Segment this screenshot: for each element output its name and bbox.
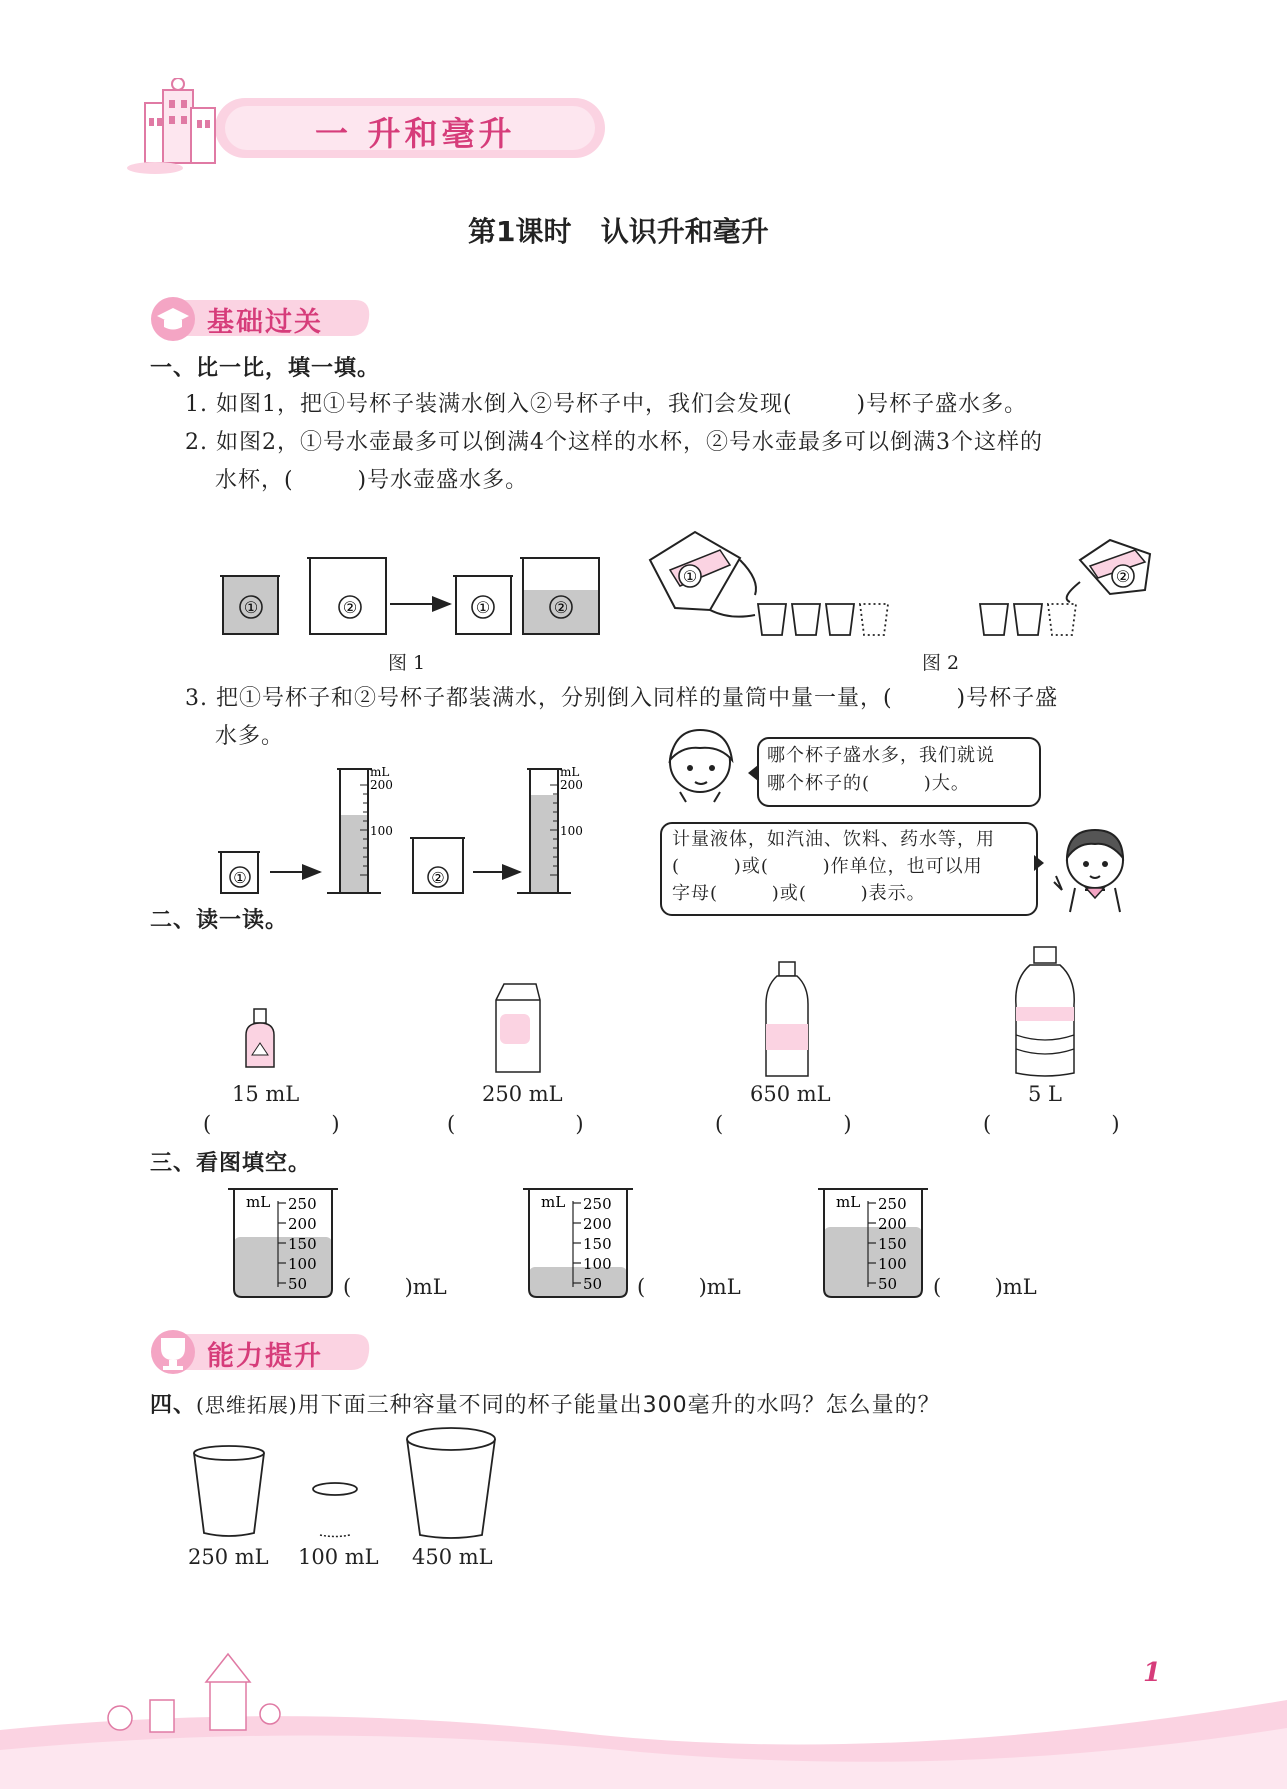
water-fill	[529, 1267, 627, 1297]
bubble-boy-line3: 字母( )或( )表示。	[672, 883, 926, 904]
bubble-girl-line1: 哪个杯子盛水多，我们就说	[767, 745, 995, 766]
eyedrop-bottle-icon	[240, 1005, 280, 1075]
milk-carton-icon	[490, 980, 545, 1075]
kettle-2	[1067, 540, 1150, 602]
q1-item2-line2: 水杯，( )号水壶盛水多。	[215, 468, 529, 493]
svg-text:mL: mL	[560, 765, 580, 779]
drink-bottle-icon	[760, 960, 815, 1080]
unit-label: mL	[246, 1193, 271, 1211]
q3-answer-1[interactable]: ( )mL	[343, 1275, 447, 1299]
tick-label: 200	[583, 1215, 612, 1233]
tick-label: 50	[878, 1275, 898, 1293]
bubble-boy-line2: ( )或( )作单位，也可以用	[672, 856, 983, 877]
tick-label: 50	[288, 1275, 308, 1293]
q4-cups	[190, 1425, 510, 1545]
water-fill	[824, 1227, 922, 1297]
water-fill	[234, 1237, 332, 1297]
tick-label: 150	[288, 1235, 317, 1253]
beaker-2	[523, 1189, 633, 1297]
svg-text:100: 100	[560, 824, 583, 838]
q4-cup-label-1: 250 mL	[188, 1545, 269, 1569]
beaker-1	[228, 1189, 338, 1297]
figure-2	[640, 520, 1160, 640]
tick-label: 100	[583, 1255, 612, 1273]
section-basic-badge	[145, 294, 375, 342]
cups-3	[980, 604, 1076, 635]
cup-1-empty	[453, 576, 513, 634]
q1-heading: 一、比一比，填一填。	[150, 356, 381, 381]
tick-label: 200	[288, 1215, 317, 1233]
svg-text:②: ②	[431, 869, 445, 887]
tick-label: 50	[583, 1275, 603, 1293]
svg-text:200: 200	[370, 778, 393, 792]
q4-cup-label-3: 450 mL	[412, 1545, 493, 1569]
tick-label: 250	[878, 1195, 907, 1213]
svg-text:①: ①	[475, 598, 491, 617]
q1-item3-line1: 3. 把①号杯子和②号杯子都装满水，分别倒入同样的量筒中量一量，( )号杯子盛	[185, 686, 1059, 711]
tick-label: 150	[583, 1235, 612, 1253]
tick-label: 200	[878, 1215, 907, 1233]
unit-label: mL	[541, 1193, 566, 1211]
q3-answer-2[interactable]: ( )mL	[637, 1275, 741, 1299]
q4-tag: (思维拓展)	[196, 1393, 298, 1417]
fig1-caption: 图 1	[388, 652, 426, 674]
q2-blank-2[interactable]: ( )	[447, 1112, 584, 1136]
q2-volume-2: 250 mL	[482, 1082, 563, 1106]
page-number: 1	[1143, 1658, 1162, 1688]
cylinder-1	[327, 765, 393, 893]
q2-blank-3[interactable]: ( )	[715, 1112, 852, 1136]
q2-volume-3: 650 mL	[750, 1082, 831, 1106]
q4-text: 用下面三种容量不同的杯子能量出300毫升的水吗？怎么量的？	[297, 1393, 941, 1418]
unit-title: 一 升和毫升	[315, 114, 516, 153]
q1-item3-line2: 水多。	[215, 724, 285, 749]
cup-250-icon	[194, 1446, 264, 1536]
q4-prefix: 四、	[150, 1393, 197, 1418]
svg-text:mL: mL	[370, 765, 390, 779]
kettle-1	[650, 532, 756, 617]
svg-text:②: ②	[1115, 567, 1131, 586]
q3-answer-3[interactable]: ( )mL	[933, 1275, 1037, 1299]
beaker-3	[818, 1189, 928, 1297]
tick-label: 100	[878, 1255, 907, 1273]
cup-2-partial	[520, 558, 600, 634]
svg-text:②: ②	[342, 598, 358, 617]
q1-item2-line1: 2. 如图2，①号水壶最多可以倒满4个这样的水杯，②号水壶最多可以倒满3个这样的	[185, 430, 1043, 455]
svg-text:100: 100	[370, 824, 393, 838]
cup-2-empty	[307, 558, 387, 634]
tick-label: 250	[288, 1195, 317, 1213]
svg-text:①: ①	[243, 598, 259, 617]
tick-label: 150	[878, 1235, 907, 1253]
svg-text:①: ①	[233, 869, 247, 887]
q2-blank-1[interactable]: ( )	[203, 1112, 340, 1136]
unit-label: mL	[836, 1193, 861, 1211]
cup-100-icon	[313, 1483, 357, 1537]
section-ability-title: 能力提升	[207, 1341, 323, 1372]
cylinder-2	[517, 765, 583, 893]
section-basic-title: 基础过关	[207, 307, 323, 338]
tick-label: 250	[583, 1195, 612, 1213]
cups-4	[758, 604, 888, 635]
lesson-title: 第1课时 认识升和毫升	[468, 215, 769, 248]
q2-heading: 二、读一读。	[150, 908, 289, 933]
cup-1-full	[220, 576, 280, 634]
girl-avatar	[660, 720, 740, 805]
cup-2-medium	[410, 838, 465, 893]
q3-heading: 三、看图填空。	[150, 1151, 312, 1176]
q4-heading	[150, 1386, 941, 1425]
bubble-boy-line1: 计量液体，如汽油、饮料、药水等，用	[672, 829, 995, 850]
q2-blank-4[interactable]: ( )	[983, 1112, 1120, 1136]
figure-1	[210, 550, 605, 640]
footer-wave	[0, 1640, 1287, 1789]
cylinder-figure	[215, 765, 590, 900]
tick-label: 100	[288, 1255, 317, 1273]
boy-avatar	[1050, 820, 1140, 915]
bubble-girl-line2: 哪个杯子的( )大。	[767, 773, 970, 794]
svg-text:①: ①	[682, 567, 698, 586]
q2-volume-1: 15 mL	[232, 1082, 300, 1106]
cup-1-small	[218, 852, 260, 893]
section-ability-badge	[145, 1328, 375, 1376]
q4-cup-label-2: 100 mL	[298, 1545, 379, 1569]
svg-text:②: ②	[553, 598, 569, 617]
q1-item1: 1. 如图1，把①号杯子装满水倒入②号杯子中，我们会发现( )号杯子盛水多。	[185, 392, 1028, 417]
water-bottle-icon	[1010, 945, 1080, 1080]
unit-header	[125, 78, 615, 178]
svg-text:200: 200	[560, 778, 583, 792]
q2-volume-4: 5 L	[1028, 1082, 1062, 1106]
fig2-caption: 图 2	[922, 652, 960, 674]
cup-450-icon	[407, 1428, 495, 1538]
